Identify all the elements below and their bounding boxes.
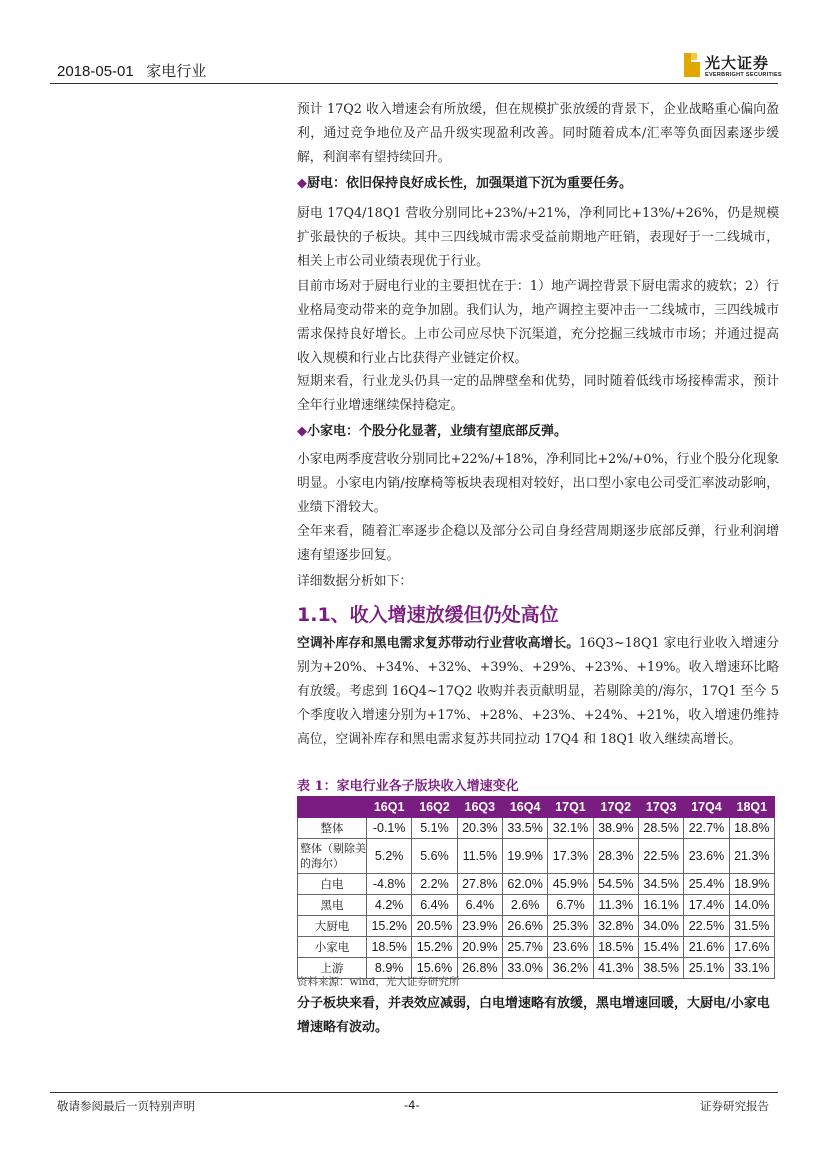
bullet-small-appliance — [297, 420, 567, 444]
paragraph-7: 详细数据分析如下： — [297, 574, 413, 589]
growth-table — [297, 796, 775, 979]
table-cell: 38.5% — [638, 958, 683, 979]
table-cell: 28.3% — [593, 839, 638, 874]
page-number: -4- — [404, 1098, 420, 1112]
table-row — [298, 839, 775, 874]
table-cell: 17.4% — [684, 895, 729, 916]
row-label: 整体 — [298, 818, 367, 839]
table-cell: -4.8% — [367, 874, 412, 895]
logo-cn-text: 光大证券 — [705, 54, 770, 72]
table-cell: 6.7% — [548, 895, 593, 916]
table-cell: 54.5% — [593, 874, 638, 895]
table-cell: 20.5% — [412, 916, 457, 937]
row-label: 小家电 — [298, 937, 367, 958]
table-header-cell: 16Q3 — [457, 797, 502, 818]
table-cell: 38.9% — [593, 818, 638, 839]
table-row — [298, 818, 775, 839]
closing-paragraph: 分子板块来看，并表效应减弱，白电增速略有放缓，黑电增速回暖，大厨电/小家电增速略有波动。 — [297, 996, 770, 1035]
table-cell: 28.5% — [638, 818, 683, 839]
table-cell: 31.5% — [729, 916, 774, 937]
table-cell: 15.4% — [638, 937, 683, 958]
table-cell: 14.0% — [729, 895, 774, 916]
table-cell: 18.9% — [729, 874, 774, 895]
table-cell: 16.1% — [638, 895, 683, 916]
table-cell: 32.8% — [593, 916, 638, 937]
table-cell: 45.9% — [548, 874, 593, 895]
table-cell: 25.3% — [548, 916, 593, 937]
table-header-cell: 17Q4 — [684, 797, 729, 818]
table-row — [298, 937, 775, 958]
row-label: 整体（剔除美的海尔） — [298, 839, 367, 874]
table-cell: 20.9% — [457, 937, 502, 958]
bullet-kitchen-text: 厨电：依旧保持良好成长性，加强渠道下沉为重要任务。 — [307, 176, 633, 191]
row-label: 黑电 — [298, 895, 367, 916]
paragraph-2: 厨电 17Q4/18Q1 营收分别同比+23%/+21%，净利同比+13%/+26%，仍是规模扩张最快的子板块。其中三四线城市需求受益前期地产旺销，表现好于一二线城市，相关上市公司业绩表现优于行业。 — [297, 206, 779, 269]
report-date: 2018-05-01 — [57, 63, 134, 80]
table-cell: 20.3% — [457, 818, 502, 839]
company-logo — [683, 52, 793, 82]
table-cell: 22.5% — [638, 839, 683, 874]
table-cell: 36.2% — [548, 958, 593, 979]
table-cell: 17.3% — [548, 839, 593, 874]
table-cell: 32.1% — [548, 818, 593, 839]
table-cell: 19.9% — [502, 839, 547, 874]
table-header-cell: 17Q1 — [548, 797, 593, 818]
row-label: 白电 — [298, 874, 367, 895]
table-cell: 15.2% — [367, 916, 412, 937]
table-cell: 18.8% — [729, 818, 774, 839]
table-cell: 33.5% — [502, 818, 547, 839]
table-header-row — [298, 797, 775, 818]
paragraph-5: 小家电两季度营收分别同比+22%/+18%，净利同比+2%/+0%，行业个股分化现象明显。小家电内销/按摩椅等板块表现相对较好，出口型小家电公司受汇率波动影响，业绩下滑较大。 — [297, 452, 779, 515]
diamond-bullet-icon: ◆ — [297, 424, 307, 439]
table-header-cell: 16Q1 — [367, 797, 412, 818]
table-header-cell: 16Q4 — [502, 797, 547, 818]
row-label: 上游 — [298, 958, 367, 979]
table-cell: -0.1% — [367, 818, 412, 839]
paragraph-8-body: 16Q3~18Q1 家电行业收入增速分别为+20%、+34%、+32%、+39%、+29%、+23%、+19%。收入增速环比略有放缓。考虑到 16Q4~17Q2 收购并表贡献明显，若剔除美的/海尔，17Q1 至今 5 个季度收入增速分别为+17%、+28%、+23%、+24%、+21%，收入增速仍维持高位，空调补库存和黑电需求复苏共同拉动 17Q4 和 18Q1 收入继续高增长。 — [297, 636, 780, 747]
header-divider — [50, 83, 778, 84]
header-date-industry — [57, 60, 206, 81]
table-cell: 23.9% — [457, 916, 502, 937]
bullet-kitchen — [297, 172, 632, 196]
table-cell: 15.2% — [412, 937, 457, 958]
table-cell: 11.5% — [457, 839, 502, 874]
table-cell: 5.2% — [367, 839, 412, 874]
table-header-cell: 16Q2 — [412, 797, 457, 818]
table-cell: 18.5% — [593, 937, 638, 958]
table-cell: 62.0% — [502, 874, 547, 895]
table-header-cell — [298, 797, 367, 818]
table-cell: 8.9% — [367, 958, 412, 979]
table-cell: 4.2% — [367, 895, 412, 916]
paragraph-4: 短期来看，行业龙头仍具一定的品牌壁垒和优势，同时随着低线市场接棒需求，预计全年行业增速继续保持稳定。 — [297, 374, 779, 413]
table-cell: 33.0% — [502, 958, 547, 979]
table-cell: 5.1% — [412, 818, 457, 839]
table-cell: 26.8% — [457, 958, 502, 979]
industry-name: 家电行业 — [146, 63, 207, 80]
table-cell: 25.1% — [684, 958, 729, 979]
table-cell: 23.6% — [548, 937, 593, 958]
table-cell: 18.5% — [367, 937, 412, 958]
table-cell: 21.6% — [684, 937, 729, 958]
table-cell: 34.0% — [638, 916, 683, 937]
section-title: 1.1、收入增速放缓但仍处高位 — [297, 604, 559, 626]
table-source: 资料来源：wind，光大证券研究所 — [297, 976, 460, 988]
table-cell: 5.6% — [412, 839, 457, 874]
logo-en-text: EVERBRIGHT SECURITIES — [705, 72, 782, 78]
table-cell: 23.6% — [684, 839, 729, 874]
row-label: 大厨电 — [298, 916, 367, 937]
table-cell: 25.4% — [684, 874, 729, 895]
table-cell: 17.6% — [729, 937, 774, 958]
paragraph-8-lead: 空调补库存和黑电需求复苏带动行业营收高增长。 — [297, 636, 580, 651]
paragraph-8 — [297, 632, 779, 752]
table-cell: 22.5% — [684, 916, 729, 937]
footer-disclaimer: 敬请参阅最后一页特别声明 — [57, 1099, 195, 1113]
diamond-bullet-icon: ◆ — [297, 176, 307, 191]
footer-divider — [50, 1092, 778, 1093]
table-row — [298, 895, 775, 916]
bullet-small-appliance-text: 小家电：个股分化显著，业绩有望底部反弹。 — [307, 424, 568, 439]
table-cell: 15.6% — [412, 958, 457, 979]
table-cell: 21.3% — [729, 839, 774, 874]
table-cell: 6.4% — [457, 895, 502, 916]
paragraph-6: 全年来看，随着汇率逐步企稳以及部分公司自身经营周期逐步底部反弹，行业利润增速有望逐步回复。 — [297, 524, 779, 563]
table-cell: 11.3% — [593, 895, 638, 916]
table-cell: 33.1% — [729, 958, 774, 979]
footer-report-type: 证券研究报告 — [700, 1099, 769, 1113]
paragraph-3: 目前市场对于厨电行业的主要担忧在于：1）地产调控背景下厨电需求的疲软；2）行业格局变动带来的竞争加剧。我们认为，地产调控主要冲击一二线城市，三四线城市需求保持良好增长。上市公司应尽快下沉渠道，充分挖掘三线城市市场；并通过提高收入规模和行业占比获得产业链定价权。 — [297, 279, 779, 366]
table-row — [298, 874, 775, 895]
table-cell: 2.2% — [412, 874, 457, 895]
table-title: 表 1：家电行业各子版块收入增速变化 — [297, 779, 519, 794]
table-header-cell: 18Q1 — [729, 797, 774, 818]
table-cell: 2.6% — [502, 895, 547, 916]
table-cell: 34.5% — [638, 874, 683, 895]
logo-mark-icon — [683, 52, 701, 78]
table-cell: 25.7% — [502, 937, 547, 958]
table-cell: 26.6% — [502, 916, 547, 937]
table-cell: 6.4% — [412, 895, 457, 916]
table-header-cell: 17Q2 — [593, 797, 638, 818]
paragraph-1: 预计 17Q2 收入增速会有所放缓，但在规模扩张放缓的背景下，企业战略重心偏向盈利，通过竞争地位及产品升级实现盈利改善。同时随着成本/汇率等负面因素逐步缓解，利润率有望持续回升。 — [297, 102, 779, 165]
table-row — [298, 916, 775, 937]
table-header-cell: 17Q3 — [638, 797, 683, 818]
table-cell: 41.3% — [593, 958, 638, 979]
table-cell: 22.7% — [684, 818, 729, 839]
table-cell: 27.8% — [457, 874, 502, 895]
